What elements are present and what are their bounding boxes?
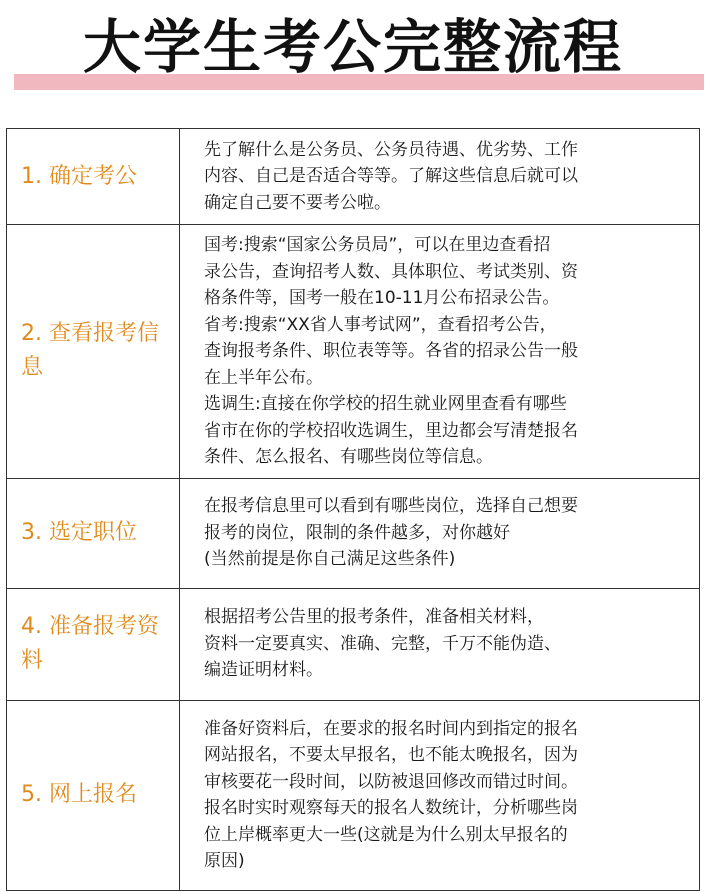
step-description [180, 588, 700, 700]
description-line: 位上岸概率更大一些(这就是为什么别太早报名的 [204, 824, 568, 845]
description-line: 审核要花一段时间，以防被退回修改而错过时间。 [204, 771, 578, 792]
description-line: 准备好资料后，在要求的报名时间内到指定的报名 [204, 718, 578, 739]
description-line: 国考:搜索“国家公务员局”，可以在里边查看招 [204, 235, 551, 255]
steps-table [6, 128, 700, 891]
description-line: 报考的岗位，限制的条件越多，对你越好 [204, 522, 510, 543]
description-line: 内容、自己是否适合等等。了解这些信息后就可以 [204, 166, 578, 187]
description-line: 网站报名，不要太早报名，也不能太晚报名，因为 [204, 745, 578, 765]
description-line: 原因) [204, 851, 245, 871]
step-description [180, 478, 700, 588]
description-line: 省考:搜索“XX省人事考试网”，查看招考公告， [204, 314, 557, 335]
step-description [180, 700, 700, 890]
page-title: 大学生考公完整流程 [82, 13, 623, 81]
description-line: 条件、怎么报名、有哪些岗位等信息。 [204, 447, 493, 467]
description-line: 录公告，查询招考人数、具体职位、考试类别、资 [204, 261, 578, 282]
step-label: 2. 查看报考信息 [7, 225, 180, 479]
step-row [7, 225, 700, 479]
step-description [180, 129, 700, 225]
step-row [7, 478, 700, 588]
description-line: 在报考信息里可以看到有哪些岗位，选择自己想要 [204, 496, 578, 517]
description-line: (当然前提是你自己满足这些条件) [204, 549, 456, 570]
description-line: 在上半年公布。 [204, 367, 323, 388]
step-row [7, 700, 700, 890]
description-line: 根据招考公告里的报考条件，准备相关材料， [204, 607, 544, 628]
description-line: 确定自己要不要考公啦。 [204, 192, 391, 213]
title-area [0, 0, 706, 100]
step-row [7, 129, 700, 225]
description-line: 选调生:直接在你学校的招生就业网里查看有哪些 [204, 394, 567, 414]
description-line: 报名时实时观察每天的报名人数统计，分析哪些岗 [204, 798, 578, 818]
steps-table-body [7, 129, 700, 891]
description-line: 编造证明材料。 [204, 660, 323, 681]
step-label: 4. 准备报考资料 [7, 588, 180, 700]
step-label: 1. 确定考公 [7, 129, 180, 225]
step-row [7, 588, 700, 700]
description-line: 格条件等，国考一般在10-11月公布招录公告。 [204, 288, 560, 308]
step-description [180, 225, 700, 479]
description-line: 查询报考条件、职位表等等。各省的招录公告一般 [204, 341, 578, 361]
description-line: 先了解什么是公务员、公务员待遇、优劣势、工作 [204, 139, 578, 160]
step-label: 5. 网上报名 [7, 700, 180, 890]
description-line: 省市在你的学校招收选调生，里边都会写清楚报名 [204, 420, 578, 441]
description-line: 资料一定要真实、准确、完整，千万不能伪造、 [204, 633, 561, 654]
step-label: 3. 选定职位 [7, 478, 180, 588]
